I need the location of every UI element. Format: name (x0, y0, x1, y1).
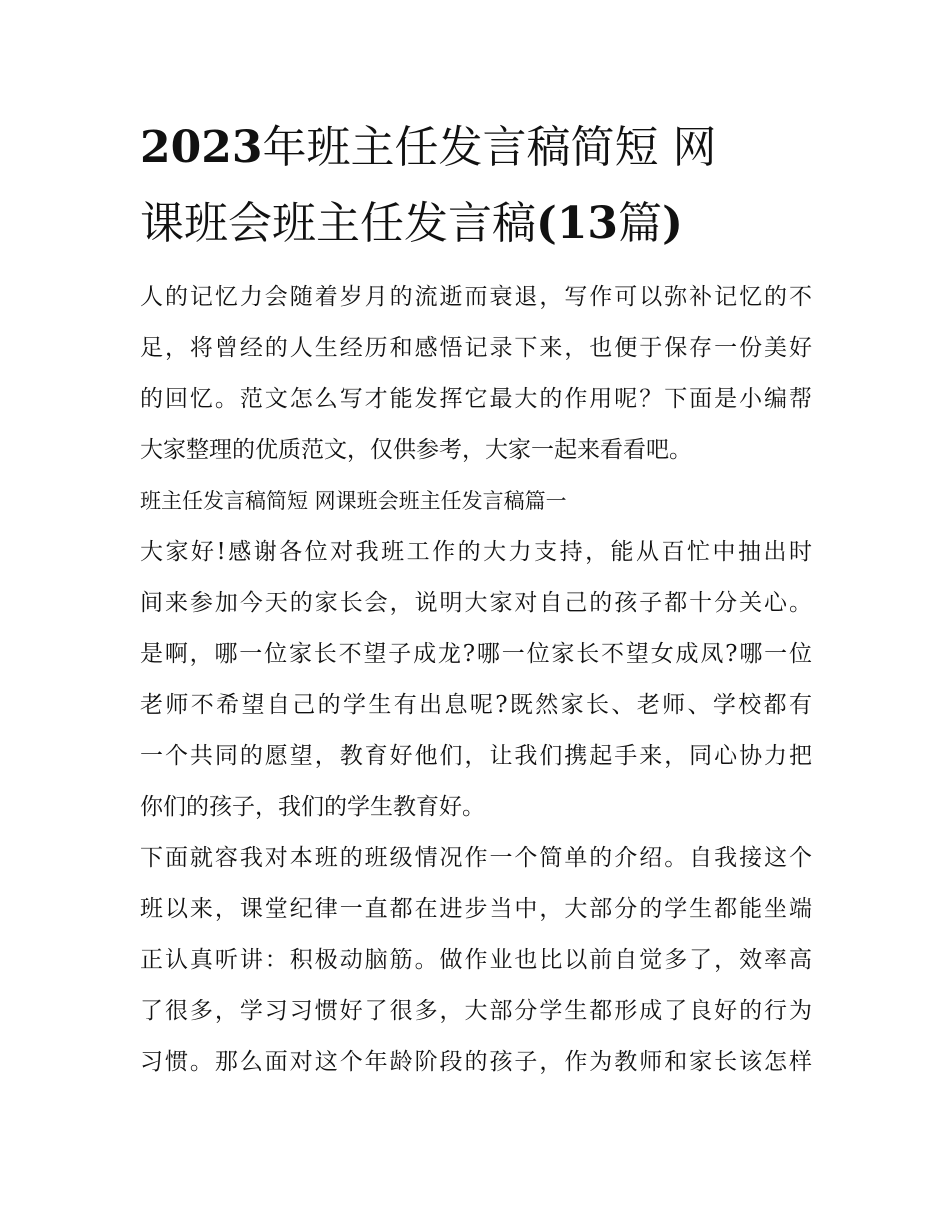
paragraph-line: 正认真听讲：积极动脑筋。做作业也比以前自觉多了，效率高 (140, 947, 812, 973)
paragraph-line: 是啊，哪一位家长不望子成龙?哪一位家长不望女成凤?哪一位 (140, 641, 812, 667)
paragraph-line: 了很多，学习习惯好了很多，大部分学生都形成了良好的行为 (140, 998, 812, 1024)
intro-line: 人的记忆力会随着岁月的流逝而衰退，写作可以弥补记忆的不 (140, 284, 812, 310)
title-line-2 (140, 186, 812, 262)
title-line-1-text: 年班主任发言稿简短 网 (262, 122, 717, 173)
paragraph-line: 一个共同的愿望，教育好他们，让我们携起手来，同心协力把 (140, 743, 812, 769)
paragraph-line: 下面就容我对本班的班级情况作一个简单的介绍。自我接这个 (140, 845, 812, 871)
title-count: (13 (536, 198, 619, 249)
paragraph-line: 间来参加今天的家长会，说明大家对自己的孩子都十分关心。 (140, 590, 812, 616)
section-heading: 班主任发言稿简短 网课班会班主任发言稿篇一 (140, 489, 567, 513)
paragraph-line: 你们的孩子，我们的学生教育好。 (140, 794, 485, 820)
document-page (140, 110, 812, 1088)
title-count-unit: 篇 (618, 198, 663, 249)
body-paragraph-2 (140, 833, 812, 1088)
paragraph-line: 班以来，课堂纪律一直都在进步当中，大部分的学生都能坐端 (140, 896, 812, 922)
paragraph-line: 大家好!感谢各位对我班工作的大力支持，能从百忙中抽出时 (140, 539, 812, 565)
title-close-paren: ) (662, 198, 683, 249)
title-year: 2023 (140, 122, 263, 173)
intro-line: 足，将曾经的人生经历和感悟记录下来，也便于保存一份美好 (140, 335, 812, 361)
paragraph-line: 习惯。那么面对这个年龄阶段的孩子，作为教师和家长该怎样 (140, 1049, 812, 1075)
paragraph-line: 老师不希望自己的学生有出息呢?既然家长、老师、学校都有 (140, 692, 812, 718)
intro-line: 大家整理的优质范文，仅供参考，大家一起来看看吧。 (140, 437, 692, 463)
document-title (140, 110, 812, 262)
intro-line: 的回忆。范文怎么写才能发挥它最大的作用呢？下面是小编帮 (140, 386, 812, 412)
title-line-2-text: 课班会班主任发言稿 (140, 198, 536, 249)
intro-paragraph (140, 272, 812, 476)
body-paragraph-1 (140, 527, 812, 833)
title-line-1 (140, 110, 812, 186)
